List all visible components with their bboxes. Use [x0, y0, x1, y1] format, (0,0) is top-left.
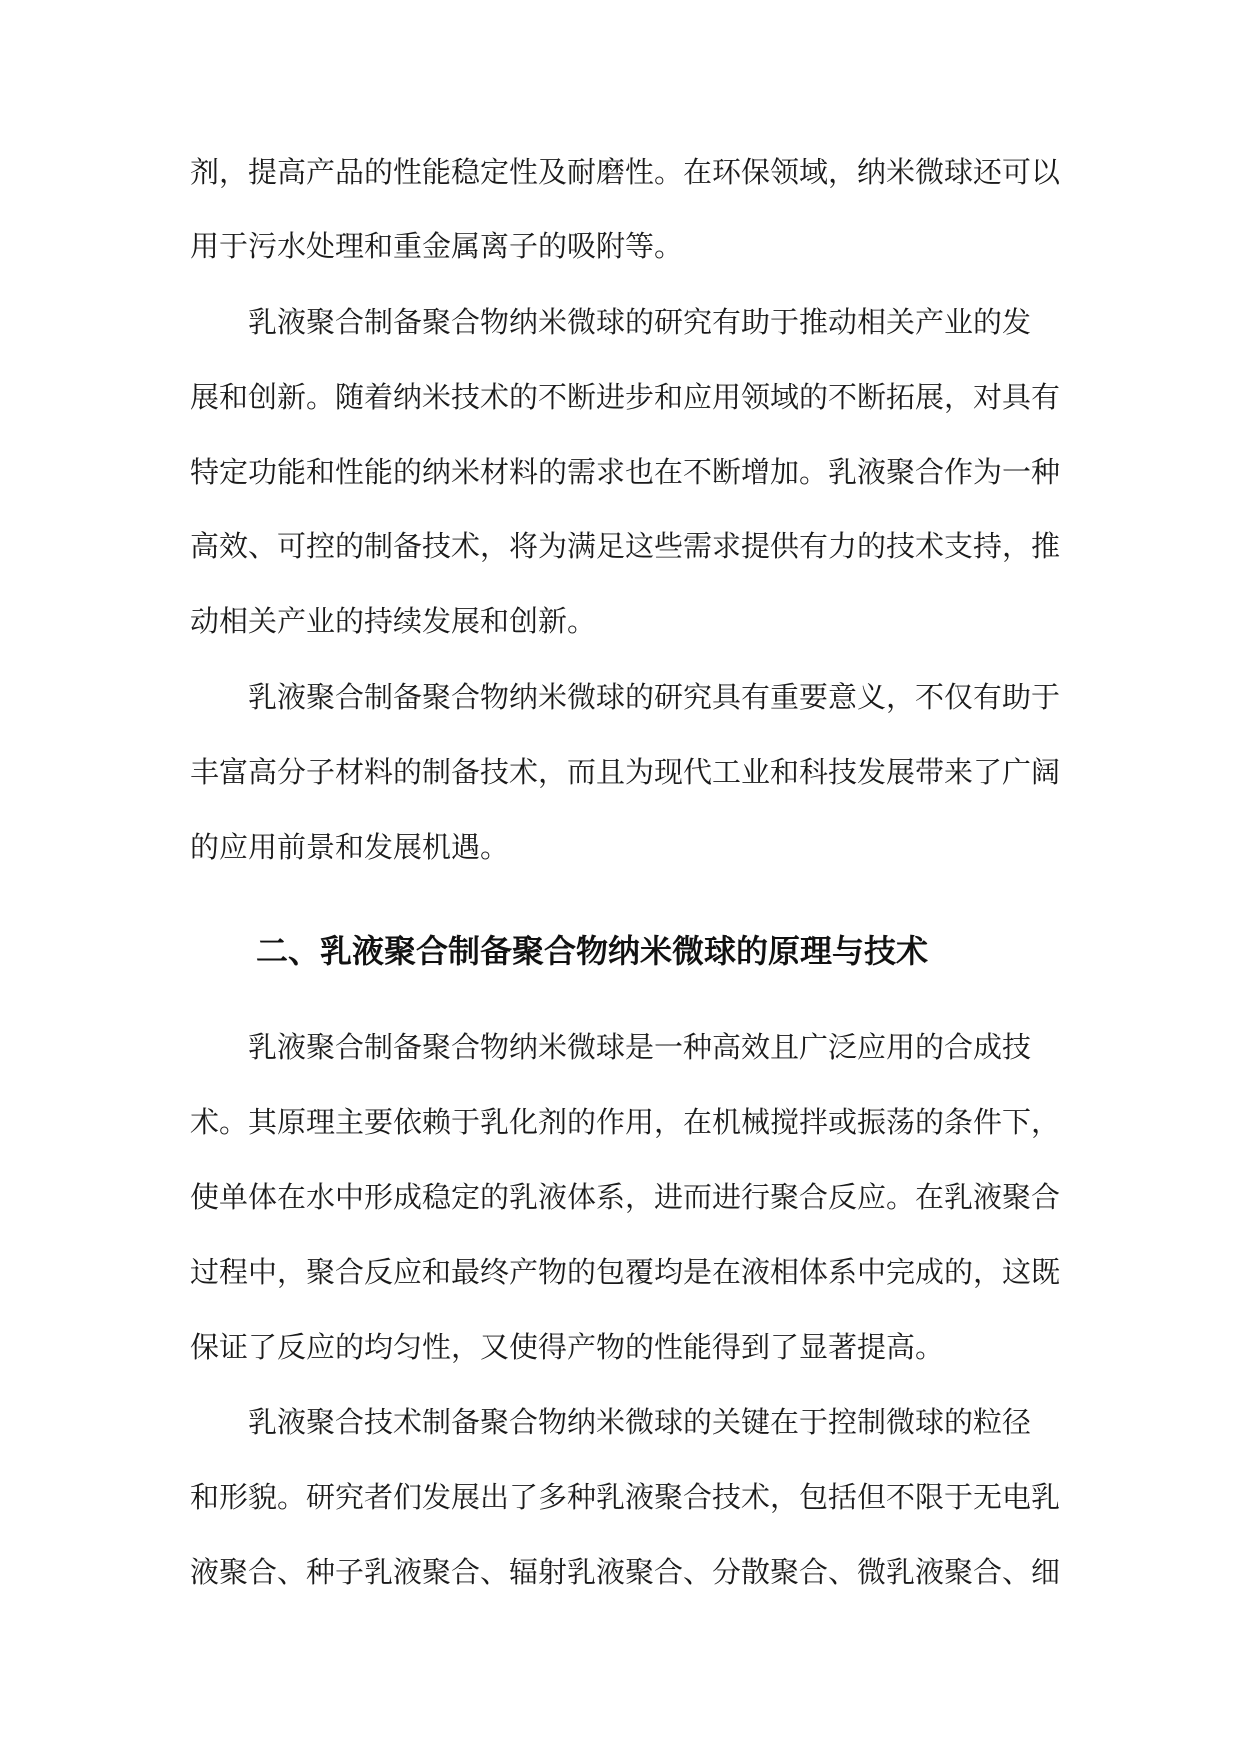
paragraph-3-line-2: 丰富高分子材料的制备技术，而且为现代工业和科技发展带来了广阔	[190, 755, 1061, 789]
paragraph-4-line-3: 使单体在水中形成稳定的乳液体系，进而进行聚合反应。在乳液聚合	[190, 1180, 1061, 1214]
paragraph-2-line-4: 高效、可控的制备技术，将为满足这些需求提供有力的技术支持，推	[190, 529, 1061, 563]
paragraph-5-line-1: 乳液聚合技术制备聚合物纳米微球的关键在于控制微球的粒径	[248, 1405, 1032, 1439]
paragraph-2-line-2: 展和创新。随着纳米技术的不断进步和应用领域的不断拓展，对具有	[190, 380, 1061, 414]
paragraph-2-line-3: 特定功能和性能的纳米材料的需求也在不断增加。乳液聚合作为一种	[190, 455, 1061, 489]
paragraph-3-line-1: 乳液聚合制备聚合物纳米微球的研究具有重要意义，不仅有助于	[248, 680, 1061, 714]
paragraph-4-line-2: 术。其原理主要依赖于乳化剂的作用，在机械搅拌或振荡的条件下，	[190, 1105, 1061, 1139]
section-heading: 二、乳液聚合制备聚合物纳米微球的原理与技术	[256, 932, 929, 970]
paragraph-2-line-1: 乳液聚合制备聚合物纳米微球的研究有助于推动相关产业的发	[248, 305, 1032, 339]
paragraph-3-line-3: 的应用前景和发展机遇。	[190, 830, 510, 864]
paragraph-4-line-1: 乳液聚合制备聚合物纳米微球是一种高效且广泛应用的合成技	[248, 1030, 1032, 1064]
paragraph-5-line-3: 液聚合、种子乳液聚合、辐射乳液聚合、分散聚合、微乳液聚合、细	[190, 1555, 1061, 1589]
paragraph-2-line-5: 动相关产业的持续发展和创新。	[190, 604, 597, 638]
paragraph-1-line-1: 剂，提高产品的性能稳定性及耐磨性。在环保领域，纳米微球还可以	[190, 155, 1061, 189]
paragraph-1-line-2: 用于污水处理和重金属离子的吸附等。	[190, 229, 684, 263]
paragraph-5-line-2: 和形貌。研究者们发展出了多种乳液聚合技术，包括但不限于无电乳	[190, 1480, 1061, 1514]
paragraph-4-line-5: 保证了反应的均匀性，又使得产物的性能得到了显著提高。	[190, 1330, 945, 1364]
paragraph-4-line-4: 过程中，聚合反应和最终产物的包覆均是在液相体系中完成的，这既	[190, 1255, 1061, 1289]
